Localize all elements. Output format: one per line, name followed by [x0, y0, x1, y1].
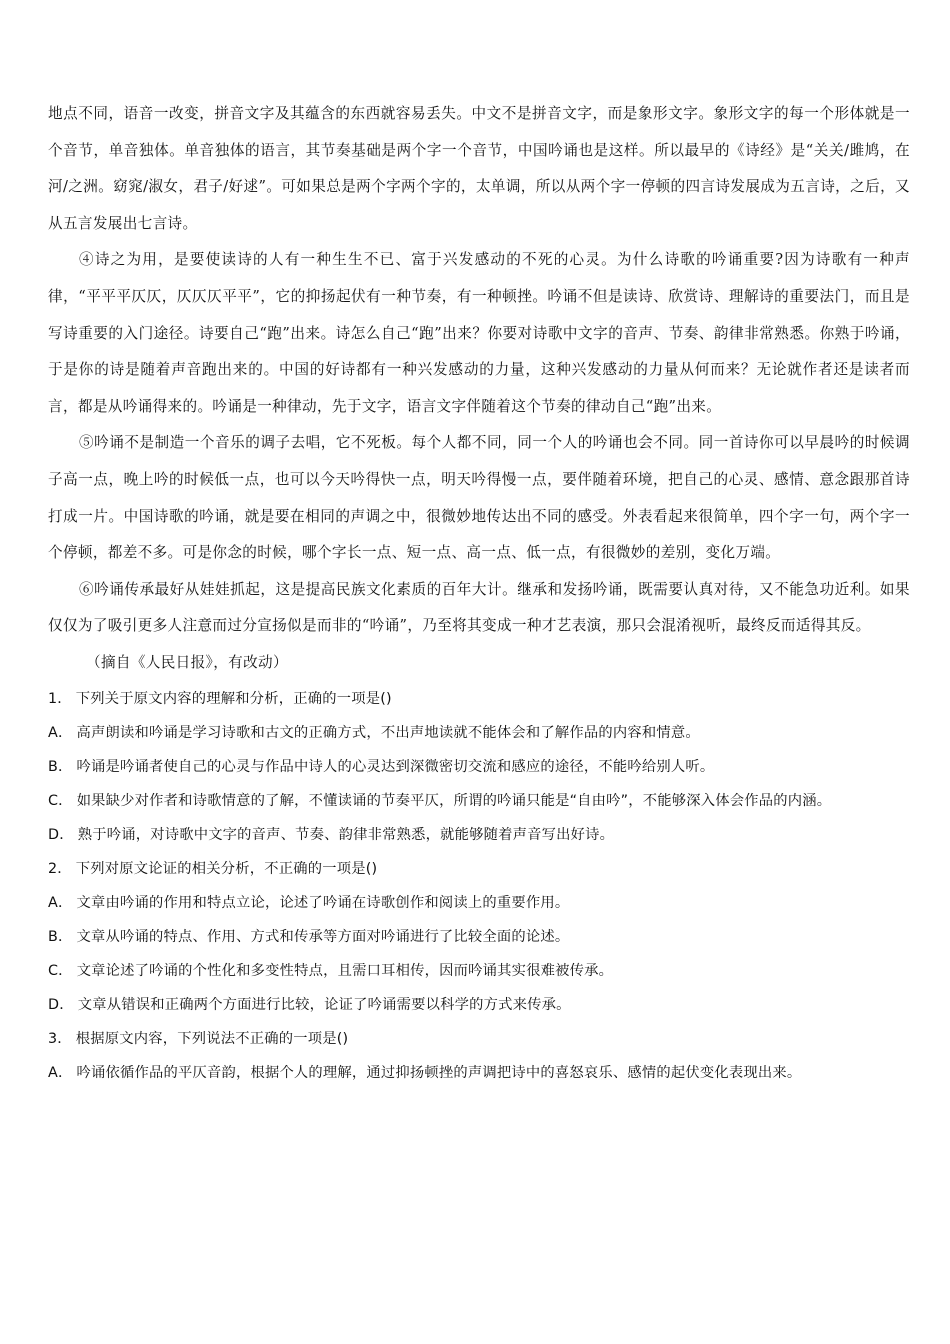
question-1-stem [48, 682, 910, 716]
article-paragraph-4: ④诗之为用，是要使读诗的人有一种生生不已、富于兴发感动的不死的心灵。为什么诗歌的吟诵重要?因为诗歌有一种声律，“平平平仄仄，仄仄仄平平”，它的抑扬起伏有一种节奏，有一种顿挫。吟诵不但是读诗、欣赏诗、理解诗的重要法门，而且是写诗重要的入门途径。诗要自己“跑”出来。诗怎么自己“跑”出来？你要对诗歌中文字的音声、节奏、韵律非常熟悉。你熟于吟诵，于是你的诗是随着声音跑出来的。中国的好诗都有一种兴发感动的力量，这种兴发感动的力量从何而来？无论就作者还是读者而言，都是从吟诵得来的。吟诵是一种律动，先于文字，语言文字伴随着这个节奏的律动自己“跑”出来。 [48, 251, 910, 415]
option-letter: B． [48, 758, 73, 775]
option-text: 高声朗读和吟诵是学习诗歌和古文的正确方式，不出声地读就不能体会和了解作品的内容和情意。 [76, 724, 700, 741]
article-paragraph-6: ⑥吟诵传承最好从娃娃抓起，这是提高民族文化素质的百年大计。继承和发扬吟诵，既需要认真对待，又不能急功近利。如果仅仅为了吸引更多人注意而过分宣扬似是而非的“吟诵”，乃至将其变成一种才艺表演，那只会混淆视听，最终反而适得其反。 [48, 580, 910, 635]
option-text: 文章从吟诵的特点、作用、方式和传承等方面对吟诵进行了比较全面的论述。 [76, 928, 570, 945]
option-letter: A． [48, 894, 73, 911]
question-text: 根据原文内容，下列说法不正确的一项是() [75, 1030, 349, 1047]
question-2-stem [48, 852, 910, 886]
question-1-option-d [48, 818, 910, 852]
question-number: 1． [48, 690, 72, 707]
question-number: 3． [48, 1030, 72, 1047]
question-3-stem [48, 1022, 910, 1056]
question-3-option-a [48, 1056, 910, 1090]
question-text: 下列对原文论证的相关分析，不正确的一项是() [75, 860, 378, 877]
article-paragraph-continued: 地点不同，语音一改变，拼音文字及其蕴含的东西就容易丢失。中文不是拼音文字，而是象形文字。象形文字的每一个形体就是一个音节，单音独体。单音独体的语言，其节奏基础是两个字一个音节，中国吟诵也是这样。所以最早的《诗经》是“关关/雎鸠，在河/之洲。窈窕/淑女，君子/好逑”。可如果总是两个字两个字的，太单调，所以从两个字一停顿的四言诗发展成为五言诗，之后，又从五言发展出七言诗。 [48, 105, 910, 232]
question-2-option-a [48, 886, 910, 920]
question-1-option-a [48, 716, 910, 750]
question-1-option-b [48, 750, 910, 784]
document-page [48, 96, 910, 1090]
option-text: 文章从错误和正确两个方面进行比较，论证了吟诵需要以科学的方式来传承。 [77, 996, 571, 1013]
option-letter: C． [48, 792, 73, 809]
option-letter: A． [48, 724, 73, 741]
question-1-option-c [48, 784, 910, 818]
option-letter: C． [48, 962, 73, 979]
article-source: （摘自《人民日报》，有改动） [86, 653, 288, 671]
question-2-option-b [48, 920, 910, 954]
question-number: 2． [48, 860, 72, 877]
option-text: 文章由吟诵的作用和特点立论，论述了吟诵在诗歌创作和阅读上的重要作用。 [76, 894, 570, 911]
option-text: 如果缺少对作者和诗歌情意的了解，不懂读诵的节奏平仄，所谓的吟诵只能是“自由吟”，不能够深入体会作品的内涵。 [76, 792, 832, 809]
option-letter: B． [48, 928, 73, 945]
option-text: 吟诵依循作品的平仄音韵，根据个人的理解，通过抑扬顿挫的声调把诗中的喜怒哀乐、感情的起伏变化表现出来。 [76, 1064, 802, 1081]
question-2-option-d [48, 988, 910, 1022]
option-text: 吟诵是吟诵者使自己的心灵与作品中诗人的心灵达到深微密切交流和感应的途径，不能吟给别人听。 [76, 758, 715, 775]
question-2-option-c [48, 954, 910, 988]
option-text: 文章论述了吟诵的个性化和多变性特点，且需口耳相传，因而吟诵其实很难被传承。 [76, 962, 614, 979]
article-paragraph-5: ⑤吟诵不是制造一个音乐的调子去唱，它不死板。每个人都不同，同一个人的吟诵也会不同。同一首诗你可以早晨吟的时候调子高一点，晚上吟的时候低一点，也可以今天吟得快一点，明天吟得慢一点，要伴随着环境，把自己的心灵、感情、意念跟那首诗打成一片。中国诗歌的吟诵，就是要在相同的声调之中，很微妙地传达出不同的感受。外表看起来很简单，四个字一句，两个字一个停顿，都差不多。可是你念的时候，哪个字长一点、短一点、高一点、低一点，有很微妙的差别，变化万端。 [48, 434, 910, 562]
option-letter: A． [48, 1064, 73, 1081]
option-letter: D． [48, 996, 74, 1013]
option-letter: D． [48, 826, 74, 843]
option-text: 熟于吟诵，对诗歌中文字的音声、节奏、韵律非常熟悉，就能够随着声音写出好诗。 [77, 826, 615, 843]
question-text: 下列关于原文内容的理解和分析，正确的一项是() [75, 690, 392, 707]
